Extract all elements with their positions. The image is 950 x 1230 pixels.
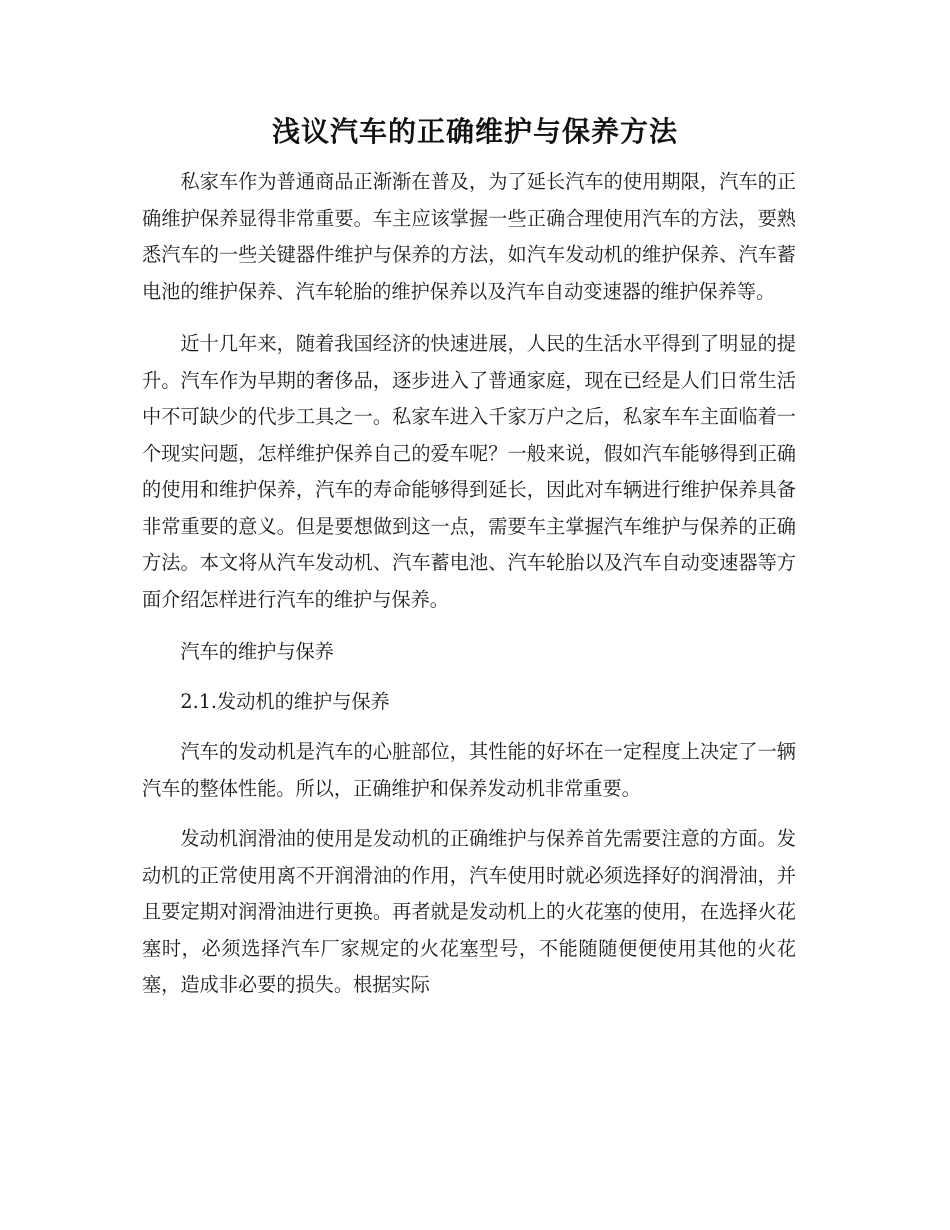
document-title: 浅议汽车的正确维护与保养方法	[271, 115, 678, 148]
section-heading: 汽车的维护与保养	[180, 640, 334, 663]
paragraph-background: 近十几年来，随着我国经济的快速进展，人民的生活水平得到了明显的提升。汽车作为早期的奢侈品，逐步进入了普通家庭，现在已经是人们日常生活中不可缺少的代步工具之一。私家车进入千家万户之后，私家车车主面临着一个现实问题，怎样维护保养自己的爱车呢？一般来说，假如汽车能够得到正确的使用和维护保养，汽车的寿命能够得到延长，因此对车辆进行维护保养具备非常重要的意义。但是要想做到这一点，需要车主掌握汽车维护与保养的正确方法。本文将从汽车发动机、汽车蓄电池、汽车轮胎以及汽车自动变速器等方面介绍怎样进行汽车的维护与保养。	[142, 332, 796, 611]
paragraph-engine-oil: 发动机润滑油的使用是发动机的正确维护与保养首先需要注意的方面。发动机的正常使用离不开润滑油的作用，汽车使用时就必须选择好的润滑油，并且要定期对润滑油进行更换。再者就是发动机上的火花塞的使用，在选择火花塞时，必须选择汽车厂家规定的火花塞型号，不能随随便便使用其他的火花塞，造成非必要的损失。根据实际	[142, 827, 796, 996]
subsection-heading: 2.1.发动机的维护与保养	[180, 690, 390, 713]
paragraph-engine-intro: 汽车的发动机是汽车的心脏部位，其性能的好坏在一定程度上决定了一辆汽车的整体性能。所以，正确维护和保养发动机非常重要。	[142, 740, 796, 800]
paragraph-intro: 私家车作为普通商品正渐渐在普及，为了延长汽车的使用期限，汽车的正确维护保养显得非常重要。车主应该掌握一些正确合理使用汽车的方法，要熟悉汽车的一些关键器件维护与保养的方法，如汽车发动机的维护保养、汽车蓄电池的维护保养、汽车轮胎的维护保养以及汽车自动变速器的维护保养等。	[142, 170, 796, 303]
document-body	[142, 164, 796, 1020]
